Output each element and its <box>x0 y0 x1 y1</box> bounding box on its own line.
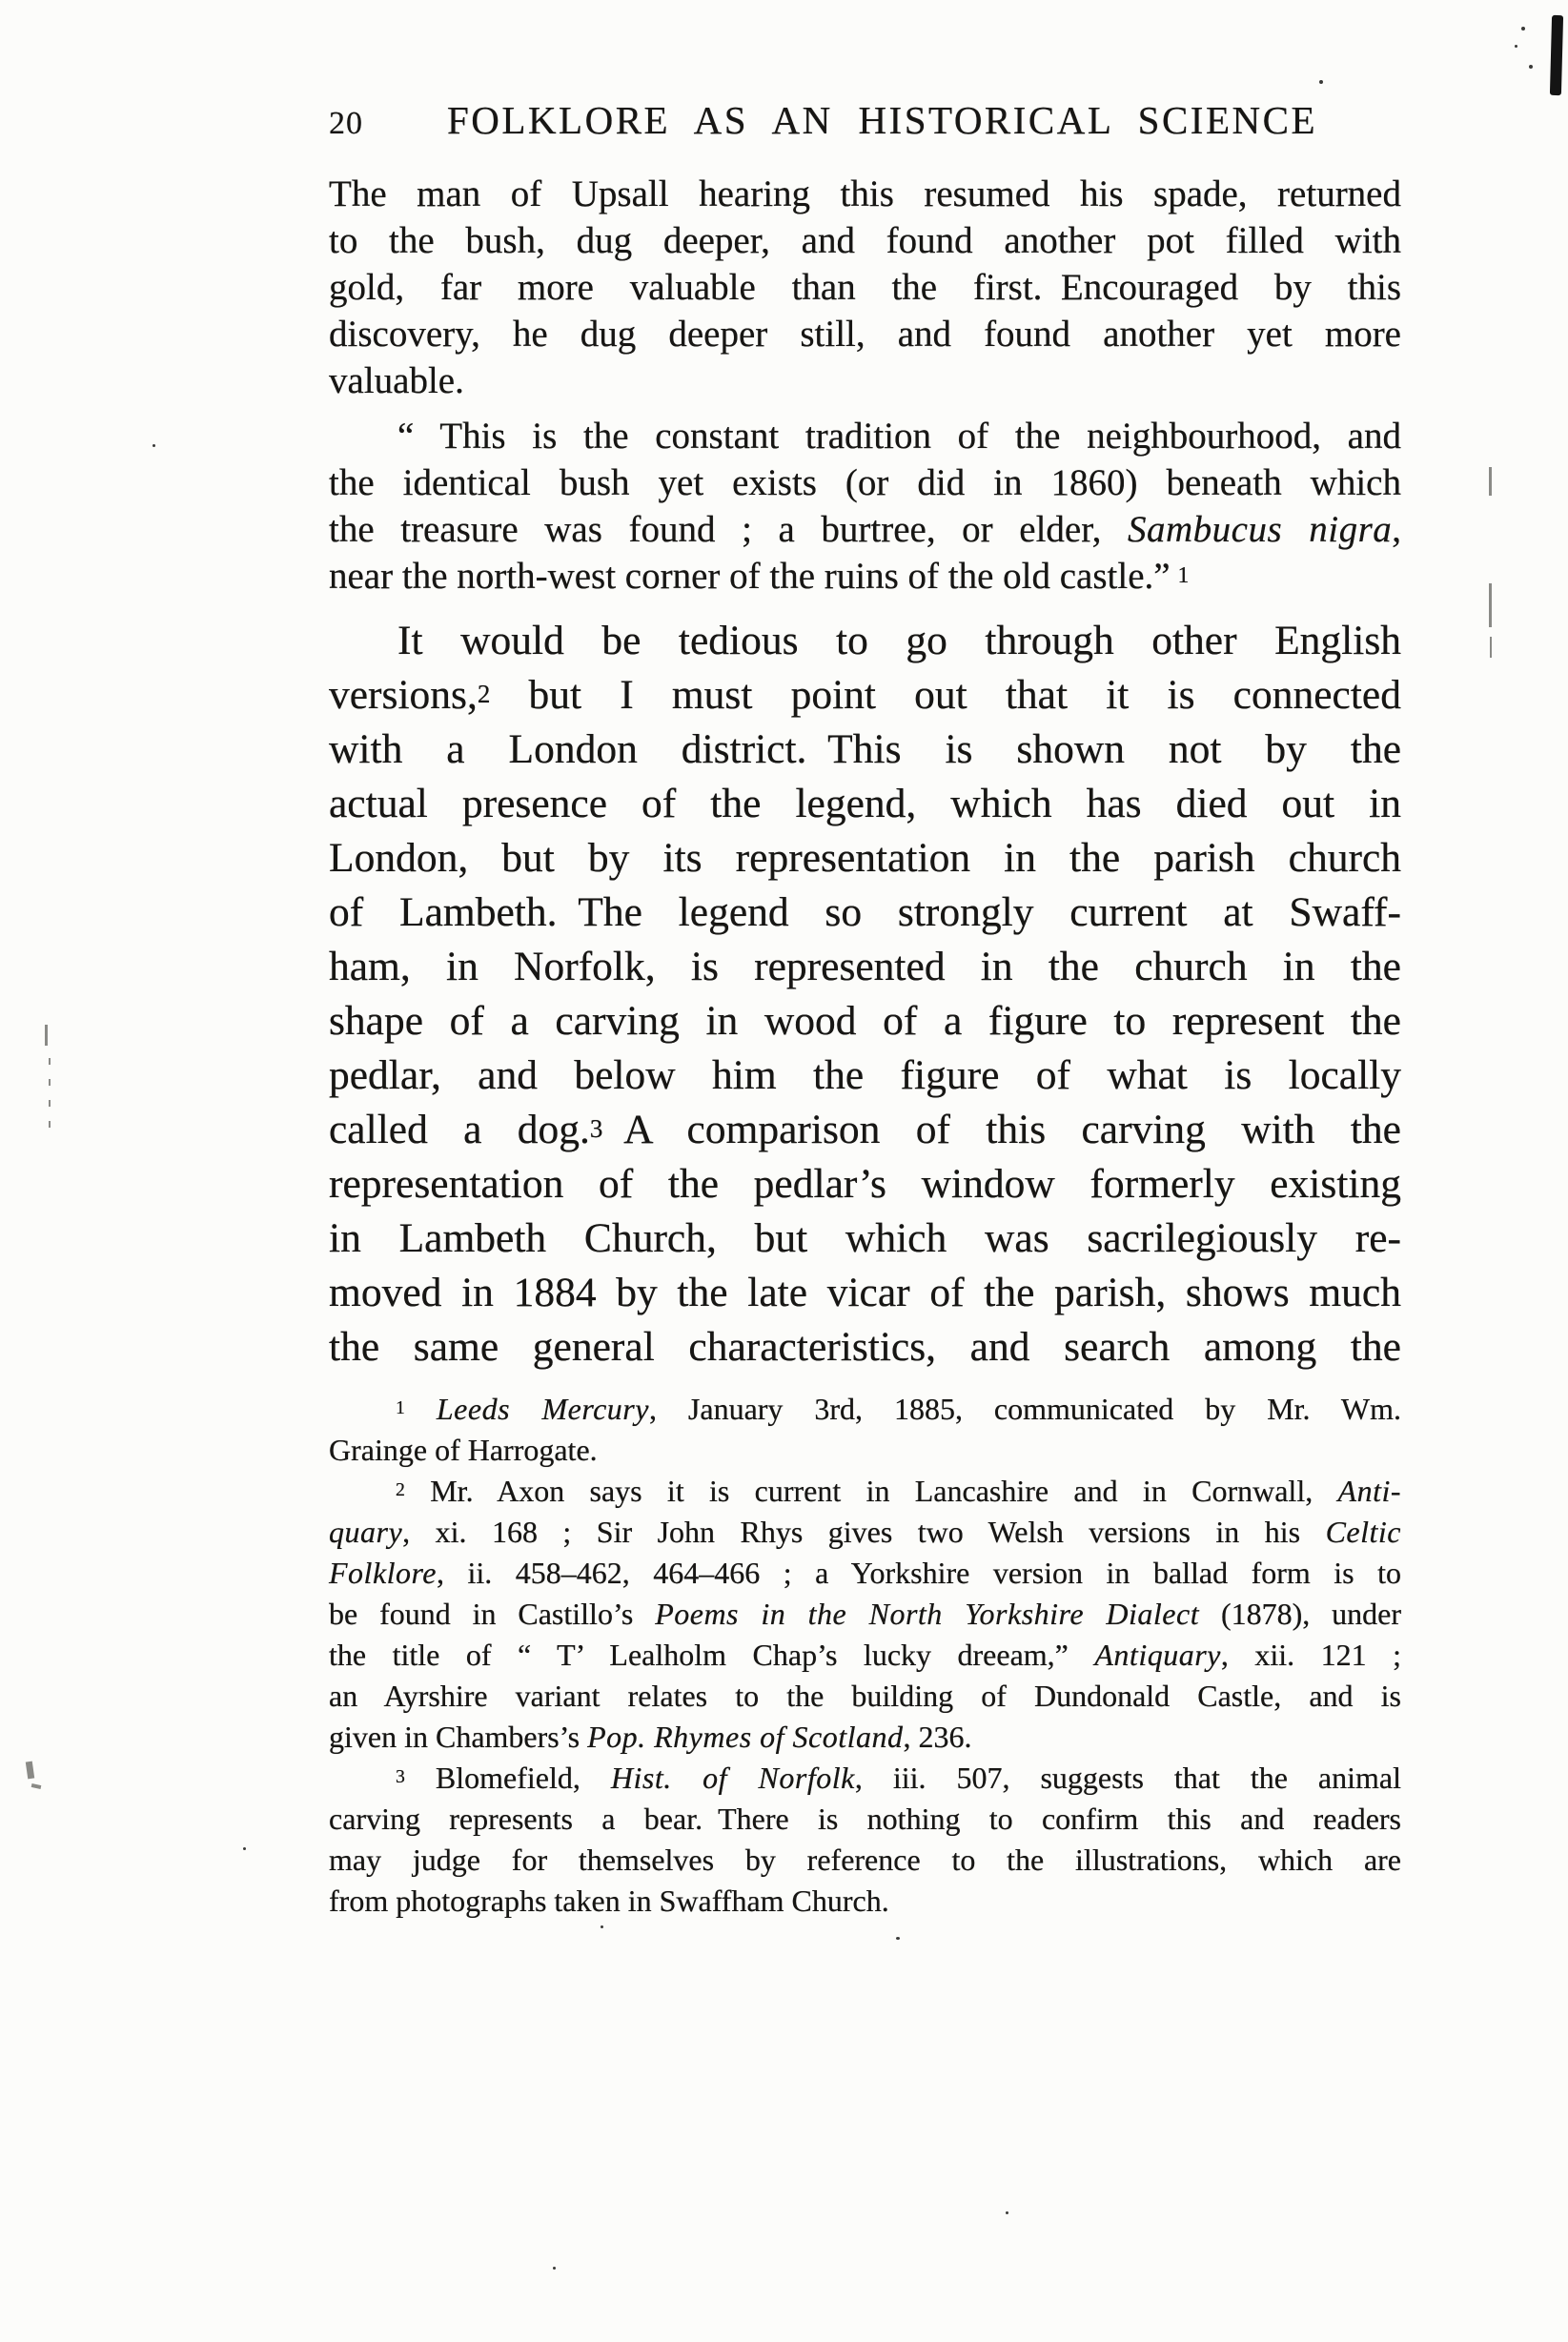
scan-artifact <box>1006 2211 1008 2214</box>
text-line: the treasure was found ; a burtree, or elder, Sambucus nigra, <box>329 509 1401 550</box>
text-line: It would be tedious to go through other English <box>397 618 1401 663</box>
scan-artifact <box>601 1925 603 1928</box>
scan-artifact <box>26 1762 34 1780</box>
scan-artifact <box>31 1783 42 1789</box>
scan-artifact <box>49 1121 51 1128</box>
text-line: called a dog.$^3$ A comparison of this carving with the <box>329 1107 1401 1152</box>
text-line: with a London district. This is shown not by the <box>329 726 1401 772</box>
text-line: may judge for themselves by reference to the illustrations, which are <box>329 1843 1401 1877</box>
scan-artifact <box>896 1937 900 1940</box>
text-line: ham, in Norfolk, is represented in the church in the <box>329 944 1401 989</box>
text-line: $^2$ Mr. Axon says it is current in Lancashire and in Cornwall, Anti- <box>396 1474 1401 1508</box>
scan-artifact <box>1489 467 1492 496</box>
scan-artifact <box>1529 65 1533 69</box>
text-line: carving represents a bear. There is nothing to confirm this and readers <box>329 1802 1401 1836</box>
scan-artifact <box>1319 80 1323 84</box>
scan-artifact <box>45 1025 48 1046</box>
text-line: moved in 1884 by the late vicar of the parish, shows much <box>329 1270 1401 1315</box>
footnote-2 <box>329 1471 1401 1758</box>
text-line: The man of Upsall hearing this resumed his spade, returned <box>329 173 1401 214</box>
extract-paragraph <box>329 171 1401 404</box>
text-line: Folklore, ii. 458–462, 464–466 ; a Yorkshire version in ballad form is to <box>329 1556 1401 1590</box>
text-line: versions,$^2$ but I must point out that it is connected <box>329 672 1401 718</box>
scan-artifact <box>49 1058 51 1065</box>
body-text <box>329 171 1401 1375</box>
text-line: be found in Castillo’s Poems in the North Yorkshire Dialect (1878), under <box>329 1597 1402 1631</box>
scan-artifact <box>1490 637 1492 658</box>
text-line: gold, far more valuable than the first. Encouraged by this <box>329 267 1401 308</box>
scan-artifact <box>553 2267 556 2270</box>
footnote-3 <box>329 1758 1401 1922</box>
page-number: 20 <box>329 106 363 141</box>
text-line: the identical bush yet exists (or did in 1860) beneath which <box>329 462 1401 503</box>
scan-artifact <box>1550 15 1563 95</box>
text-line: the title of “ T’ Lealholm Chap’s lucky dreeam,” Antiquary, xii. 121 ; <box>329 1638 1402 1672</box>
quote-paragraph <box>329 413 1401 600</box>
scan-artifact <box>49 1100 51 1107</box>
scan-artifact <box>49 1079 51 1086</box>
text-line: pedlar, and below him the figure of what is locally <box>329 1052 1401 1098</box>
text-line: shape of a carving in wood of a figure to represent the <box>329 998 1401 1044</box>
running-title: FOLKLORE AS AN HISTORICAL SCIENCE <box>446 98 1317 142</box>
text-line: “ This is the constant tradition of the neighbourhood, and <box>397 416 1401 457</box>
text-line: London, but by its representation in the parish church <box>329 835 1401 881</box>
scan-artifact <box>153 444 155 447</box>
main-paragraph <box>329 614 1401 1375</box>
footnote-1 <box>329 1389 1401 1471</box>
text-line: $^1$ Leeds Mercury, January 3rd, 1885, communicated by Mr. Wm. <box>396 1392 1402 1426</box>
text-line: to the bush, dug deeper, and found another pot filled with <box>329 220 1401 261</box>
scan-artifact <box>1515 45 1517 48</box>
text-line: actual presence of the legend, which has died out in <box>329 781 1401 826</box>
footnotes <box>329 1389 1401 1922</box>
text-line: representation of the pedlar’s window formerly existing <box>329 1161 1401 1207</box>
text-column <box>329 97 1401 1922</box>
text-line: $^3$ Blomefield, Hist. of Norfolk, iii. 507, suggests that the animal <box>396 1761 1402 1795</box>
text-line: near the north-west corner of the ruins of the old castle.” $^1$ <box>329 556 1190 597</box>
text-line: discovery, he dug deeper still, and found another yet more <box>329 314 1401 355</box>
scan-artifact <box>1521 27 1525 31</box>
text-line: an Ayrshire variant relates to the building of Dundonald Castle, and is <box>329 1679 1401 1713</box>
text-line: valuable. <box>329 360 464 401</box>
text-line: from photographs taken in Swaffham Church. <box>329 1884 889 1918</box>
text-line: the same general characteristics, and search among the <box>329 1324 1401 1370</box>
scan-artifact <box>243 1847 246 1850</box>
text-line: of Lambeth. The legend so strongly current at Swaff- <box>329 889 1401 935</box>
text-line: Grainge of Harrogate. <box>329 1433 598 1467</box>
text-line: given in Chambers’s Pop. Rhymes of Scotland, 236. <box>329 1720 972 1754</box>
running-header <box>329 97 1401 153</box>
scan-artifact <box>1489 583 1492 627</box>
text-line: quary, xi. 168 ; Sir John Rhys gives two Welsh versions in his Celtic <box>329 1515 1401 1549</box>
text-line: in Lambeth Church, but which was sacrilegiously re- <box>329 1215 1401 1261</box>
